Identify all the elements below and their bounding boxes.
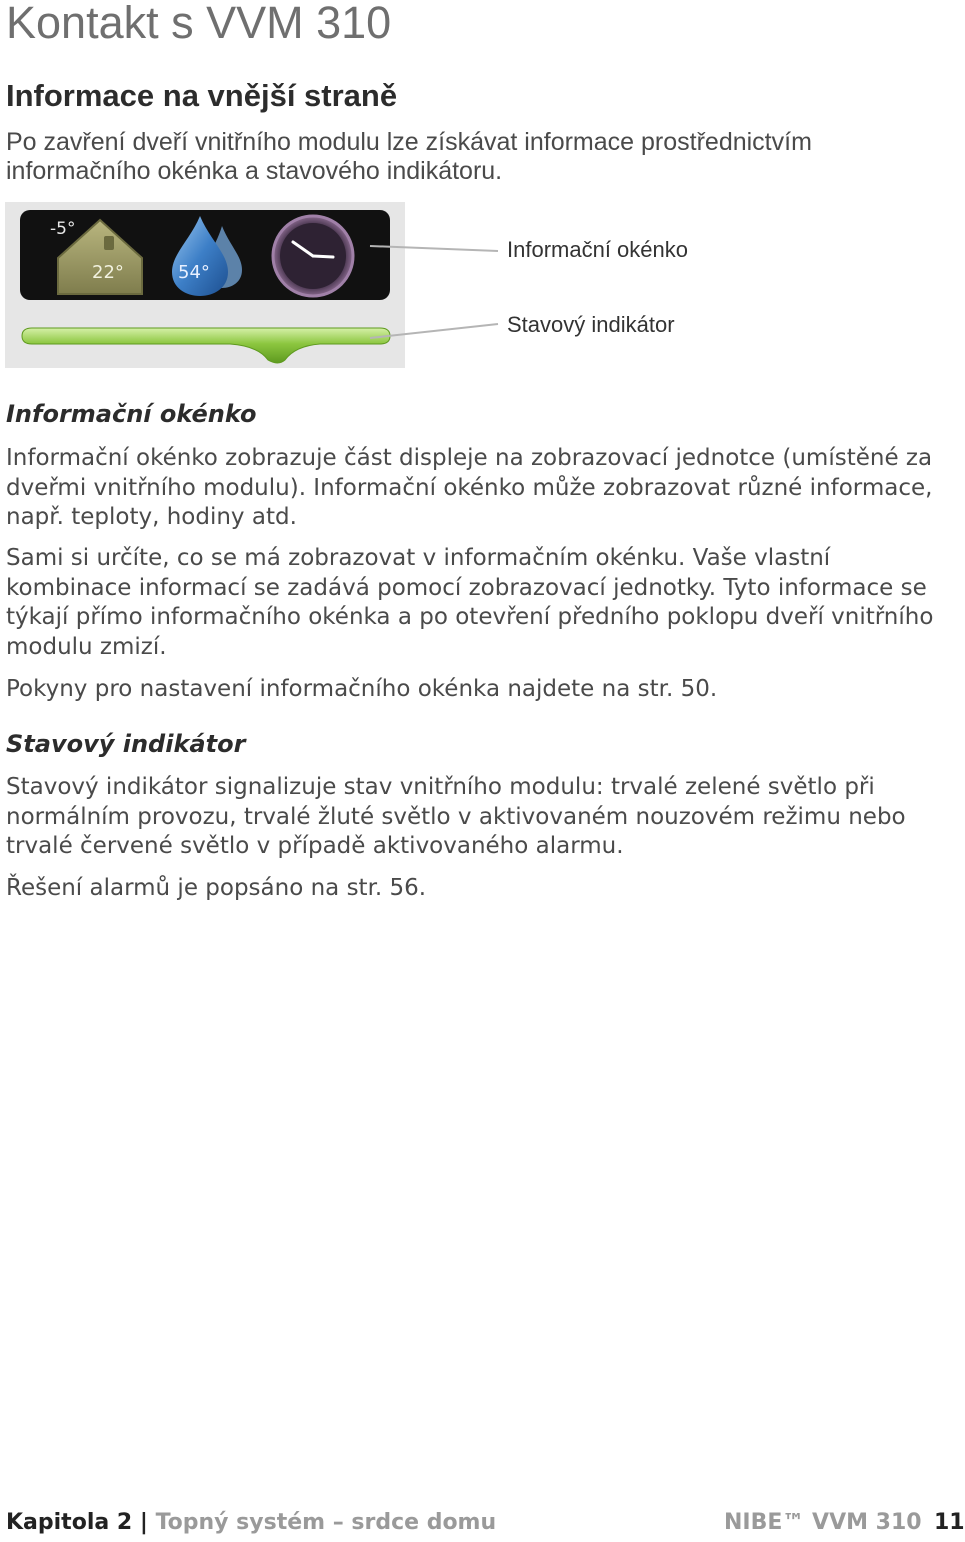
footer-chapter-title: Topný systém – srdce domu	[155, 1510, 497, 1535]
status-indicator-light	[22, 328, 390, 363]
footer-separator: |	[139, 1510, 148, 1535]
status-indicator-paragraph-1: Stavový indikátor signalizuje stav vnitřního modulu: trvalé zelené světlo při normálním provozu, trvalé žluté světlo v aktivovaném nouzovém režimu nebo trvalé červené světlo v případě aktivovaného alarmu.	[6, 774, 906, 859]
footer-chapter-label: Kapitola 2	[6, 1510, 133, 1535]
footer-product: NIBE™ VVM 310	[724, 1510, 922, 1535]
hot-water-temp-value: 54°	[178, 262, 210, 283]
callout-label-status-indicator: Stavový indikátor	[507, 312, 675, 337]
page-footer	[6, 1508, 965, 1540]
section-title: Informace na vnější straně	[6, 78, 398, 113]
callout-line-status-indicator	[370, 324, 498, 338]
display-figure	[0, 200, 960, 372]
status-indicator-heading: Stavový indikátor	[6, 730, 246, 758]
outdoor-temp-value: -5°	[50, 219, 76, 239]
callout-line-info-window	[370, 246, 498, 251]
footer-chapter	[6, 1508, 496, 1538]
page-title: Kontakt s VVM 310	[6, 0, 392, 48]
callout-label-info-window: Informační okénko	[507, 237, 688, 262]
footer-page-number: 11	[934, 1510, 965, 1535]
water-drop-icon	[172, 216, 242, 296]
clock-icon	[273, 216, 353, 296]
intro-paragraph: Po zavření dveří vnitřního modulu lze získávat informace prostřednictvím informačního okénka a stavového indikátoru.	[6, 128, 812, 185]
status-indicator-paragraph-2: Řešení alarmů je popsáno na str. 56.	[6, 875, 427, 901]
info-window-paragraph-1: Informační okénko zobrazuje část displeje na zobrazovací jednotce (umístěné za dveřmi vnitřního modulu). Informační okénko může zobrazovat různé informace, např. teploty, hodiny atd.	[6, 445, 933, 530]
info-window-heading: Informační okénko	[6, 400, 257, 428]
info-window-paragraph-2: Sami si určíte, co se má zobrazovat v informačním okénku. Vaše vlastní kombinace informací se zadává pomocí zobrazovací jednotky. Tyto informace se týkají přímo informačního okénka a po otevření předního poklopu dveří vnitřního modulu zmizí.	[6, 545, 934, 660]
indoor-temp-value: 22°	[92, 262, 124, 283]
display-illustration	[0, 200, 960, 372]
info-window-paragraph-3: Pokyny pro nastavení informačního okénka najdete na str. 50.	[6, 676, 718, 702]
